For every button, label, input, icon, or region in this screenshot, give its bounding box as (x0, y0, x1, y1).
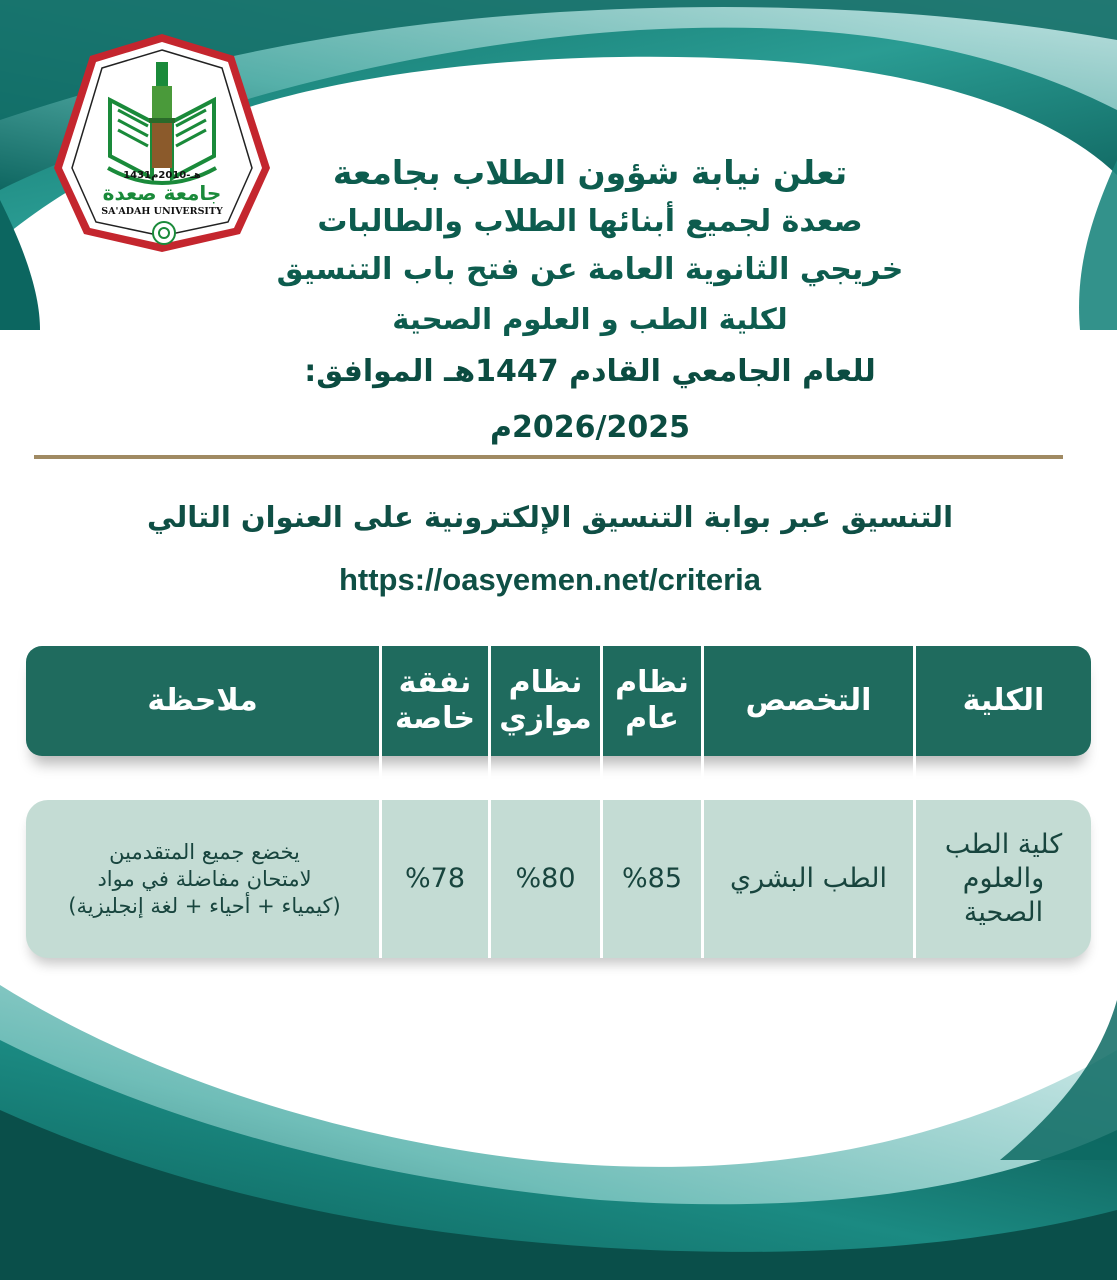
header-general-system: نظام عام (615, 665, 689, 736)
header-specialty: التخصص (745, 683, 872, 718)
section-divider (34, 455, 1063, 459)
cell-parallel-rate: %80 (515, 863, 576, 894)
headline-line-2: صعدة لجميع أبنائها الطلاب والطالبات (317, 204, 863, 239)
logo-year-text: 1431هـ-2010م (123, 170, 201, 181)
headline-line-5: للعام الجامعي القادم 1447هـ الموافق: 2026/2025م (304, 354, 876, 445)
header-college: الكلية (962, 683, 1045, 718)
headline-line-1: تعلن نيابة شؤون الطلاب بجامعة (332, 153, 848, 192)
announcement-headline (200, 148, 980, 456)
headline-line-3: خريجي الثانوية العامة عن فتح باب التنسيق (276, 252, 904, 287)
header-parallel-system: نظام موازي (499, 665, 592, 736)
cell-note: يخضع جميع المتقدمين لامتحان مفاضلة في مواد (كيمياء + أحياء + لغة إنجليزية) (68, 839, 341, 918)
logo-arabic-name: جامعة صعدة (102, 181, 222, 205)
header-note: ملاحظة (147, 683, 258, 718)
cell-general-rate: %85 (622, 863, 683, 894)
cell-specialty: الطب البشري (730, 863, 887, 894)
header-private-fee: نفقة خاصة (394, 665, 476, 736)
portal-url-link[interactable]: https://oasyemen.net/criteria (338, 562, 762, 597)
headline-line-4: لكلية الطب و العلوم الصحية (392, 302, 788, 336)
logo-english-name: SA'ADAH UNIVERSITY (101, 206, 223, 217)
cell-private-rate: %78 (405, 863, 466, 894)
portal-instruction: التنسيق عبر بوابة التنسيق الإلكترونية على العنوان التالي (146, 500, 954, 534)
cell-college: كلية الطب والعلوم الصحية (944, 829, 1063, 928)
